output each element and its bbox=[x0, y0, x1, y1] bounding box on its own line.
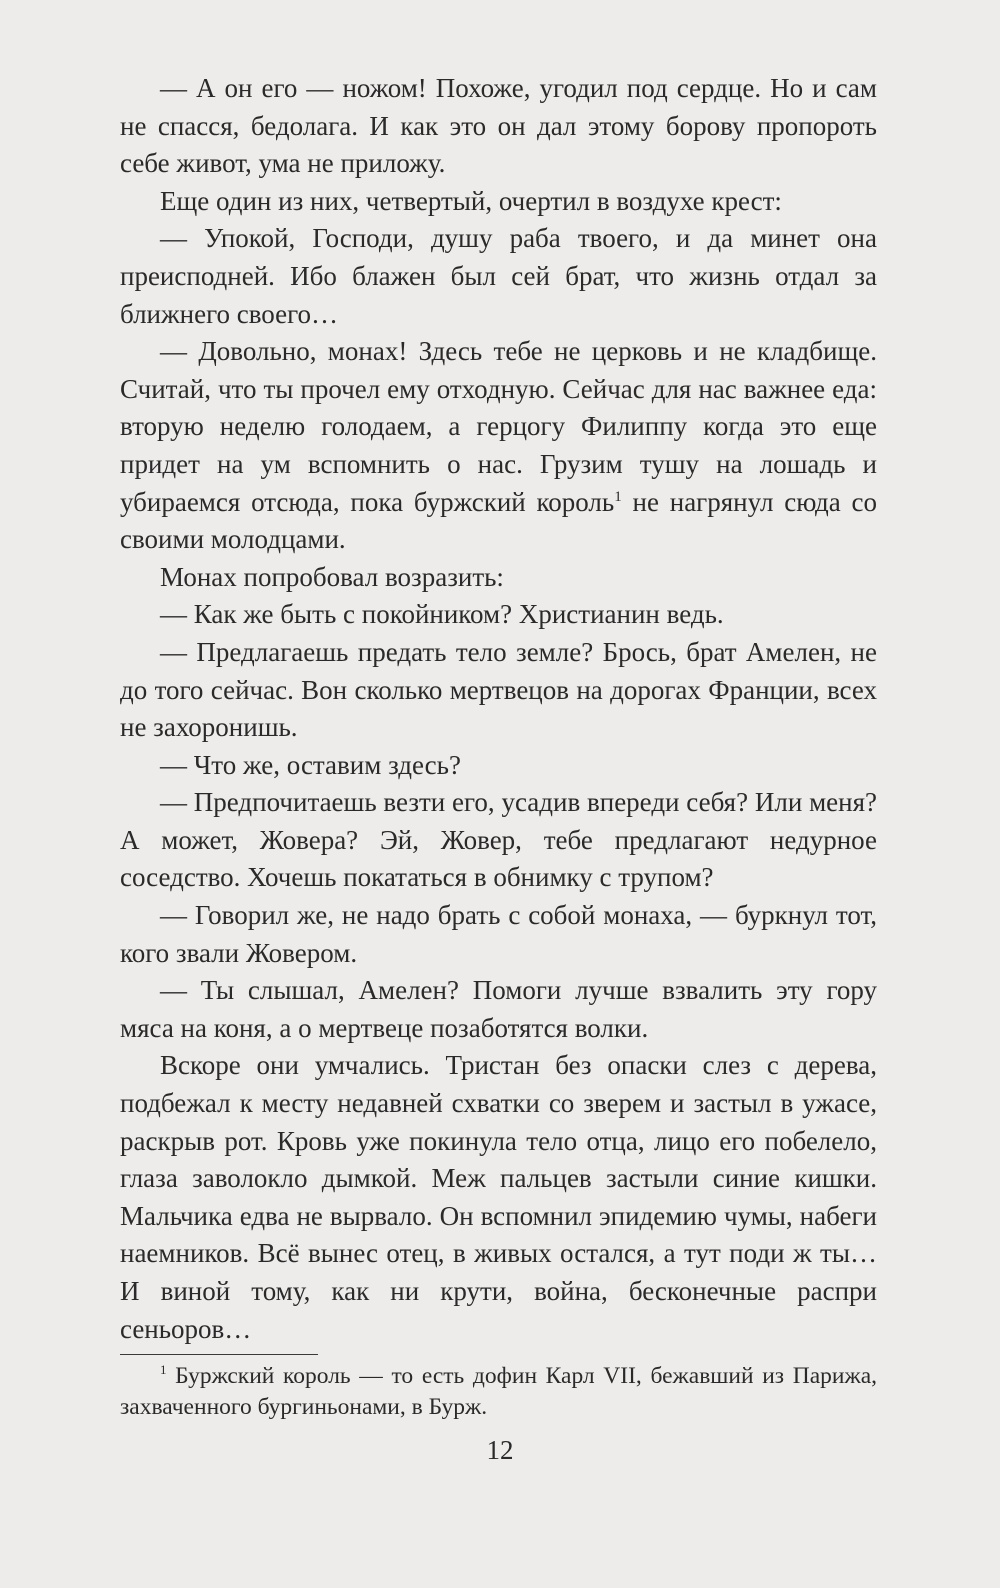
footnote-divider bbox=[120, 1354, 318, 1355]
paragraph: Монах попробовал возразить: bbox=[160, 561, 504, 592]
paragraph: — Ты слышал, Амелен? Помоги лучше взвалить эту гору мяса на коня, а о мертвеце позаботятся волки. bbox=[120, 975, 877, 1043]
paragraph: — Как же быть с покойником? Христианин ведь. bbox=[160, 599, 724, 630]
footnote-body: Буржский король — то есть дофин Карл VII, бежавший из Парижа, захваченного бургиньонами, в Бурж. bbox=[120, 1363, 877, 1420]
paragraph: — Предпочитаешь везти его, усадив впереди себя? Или меня? А может, Жовера? Эй, Жовер, тебе предлагают недурное соседство. Хочешь покататься в обнимку с трупом? bbox=[120, 787, 877, 893]
paragraph-with-note bbox=[120, 333, 877, 559]
paragraph-text: не нагрянул сюда со своими молодцами. bbox=[120, 486, 877, 555]
paragraph: — Упокой, Господи, душу раба твоего, и да минет она преисподней. Ибо блажен был сей брат, что жизнь отдал за ближнего своего… bbox=[120, 223, 877, 329]
footnote-text bbox=[120, 1361, 877, 1423]
paragraph: — Говорил же, не надо брать с собой монаха, — буркнул тот, кого звали Жовером. bbox=[120, 900, 877, 968]
footnote bbox=[120, 1361, 877, 1423]
paragraph: Еще один из них, четвертый, очертил в воздухе крест: bbox=[160, 185, 782, 216]
paragraph: — А он его — ножом! Похоже, угодил под сердце. Но и сам не спасся, бедолага. И как это он дал этому борову пропороть себе живот, ума не приложу. bbox=[120, 73, 877, 179]
paragraph: — Предлагаешь предать тело земле? Брось, брат Амелен, не до того сейчас. Вон сколько мертвецов на дорогах Франции, всех не захоронишь. bbox=[120, 636, 877, 743]
paragraph: — Что же, оставим здесь? bbox=[160, 749, 461, 780]
paragraph-text: — Довольно, монах! Здесь тебе не церковь и не кладбище. Считай, что ты прочел ему отходную. Сейчас для нас важнее еда: вторую неделю голодаем, а герцогу Филиппу когда это еще придет на ум вспомнить о нас. Грузим тушу на лошадь и убираемся отсюда, пока буржский король bbox=[120, 336, 877, 517]
footnote-reference: 1 bbox=[614, 488, 622, 505]
page-number: 12 bbox=[486, 1435, 514, 1465]
footnote-marker: 1 bbox=[160, 1362, 167, 1377]
paragraph: Вскоре они умчались. Тристан без опаски слез с дерева, подбежал к месту недавней схватки со зверем и застыл в ужасе, раскрыв рот. Кровь уже покинула тело отца, лицо его побелело, глаза заволокло дымкой. Меж пальцев застыли синие кишки. Мальчика едва не вырвало. Он вспомнил эпидемию чумы, набеги наемников. Всё вынес отец, в живых остался, а тут поди ж ты… И виной тому, как ни крути, война, бесконечные распри сеньоров… bbox=[120, 1050, 877, 1344]
main-text bbox=[120, 70, 877, 1348]
